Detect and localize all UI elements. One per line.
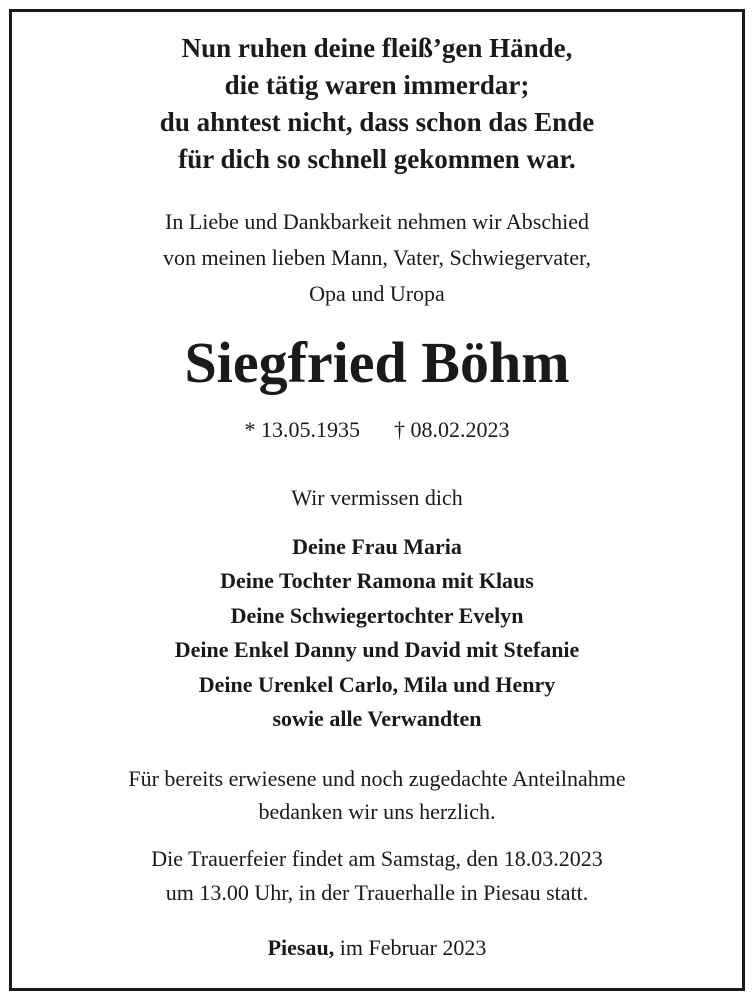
family-member: Deine Frau Maria [292,534,462,559]
family-list [12,530,742,736]
poem-line: Nun ruhen deine fleiß’gen Hände, [181,33,573,63]
birth-date: * 13.05.1935 [244,417,360,442]
missing-text: Wir vermissen dich [291,485,463,510]
poem-line: die tätig waren immerdar; [224,70,530,100]
memorial-poem [12,30,742,178]
intro-line: von meinen lieben Mann, Vater, Schwiegervater, [163,245,591,270]
family-member: sowie alle Verwandten [272,706,482,732]
thanks-line: Für bereits erwiesene und noch zugedachte Anteilnahme [128,766,626,791]
service-line: Die Trauerfeier findet am Samstag, den 18.03.2023 [151,846,603,871]
family-member: Deine Schwiegertochter Evelyn [230,602,524,628]
family-member: Deine Enkel Danny und David mit Stefanie [174,637,580,663]
closing-place: Piesau, [267,935,335,960]
family-member: Deine Urenkel Carlo, Mila und Henry [198,671,556,697]
life-dates [12,412,742,448]
poem-line: für dich so schnell gekommen war. [178,144,576,174]
intro-line: Opa und Uropa [309,281,445,306]
thanks-line: bedanken wir uns herzlich. [258,799,496,824]
poem-line: du ahntest nicht, dass schon das Ende [159,107,595,137]
funeral-service-info [12,842,742,910]
closing-date: im Februar 2023 [339,935,487,960]
farewell-intro [12,204,742,312]
service-line: um 13.00 Uhr, in der Trauerhalle in Piesau statt. [165,880,589,905]
intro-line: In Liebe und Dankbarkeit nehmen wir Abschied [165,209,589,234]
death-date: † 08.02.2023 [394,417,510,442]
closing-place-date [12,930,742,966]
deceased-name: Siegfried Böhm [184,330,570,395]
thanks-text [12,762,742,828]
family-member: Deine Tochter Ramona mit Klaus [220,568,534,594]
